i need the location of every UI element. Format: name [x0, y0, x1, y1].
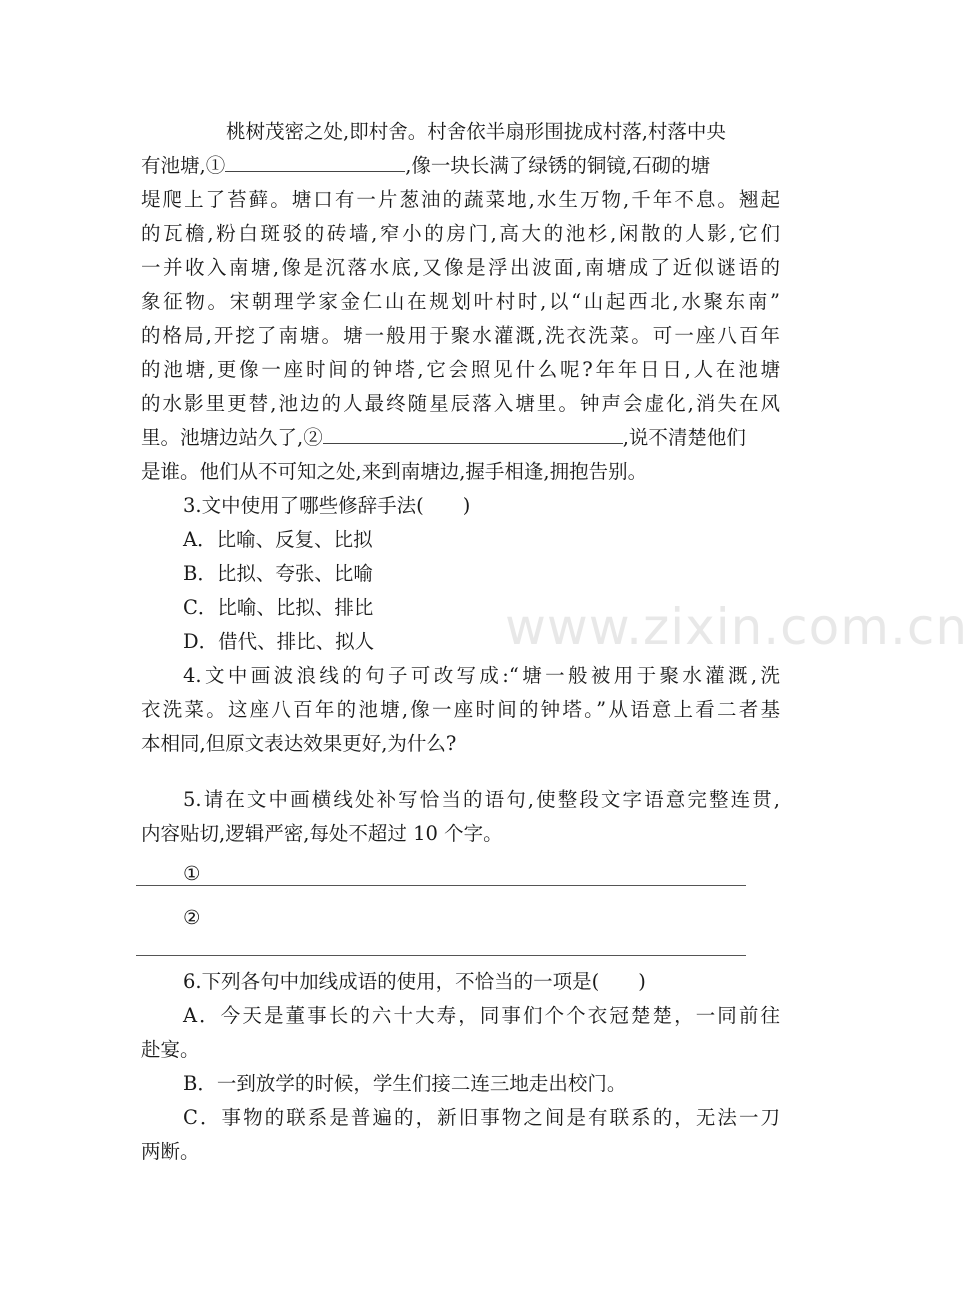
passage-line: 桃树茂密之处,即村舍。村舍依半扇形围拢成村落,村落中央	[226, 120, 726, 143]
question-6-option-c[interactable]: C．事物的联系是普遍的，新旧事物之间是有联系的，无法一刀	[183, 1106, 780, 1129]
question-6-option-c-cont[interactable]: 两断。	[141, 1140, 200, 1163]
passage-line: 的瓦檐,粉白斑驳的砖墙,窄小的房门,高大的池杉,闲散的人影,它们	[141, 222, 780, 245]
question-6-option-a[interactable]: A．今天是董事长的六十大寿，同事们个个衣冠楚楚，一同前往	[183, 1004, 780, 1027]
passage-text: 里。池塘边站久了,②	[141, 426, 323, 449]
passage-line: 的水影里更替,池边的人最终随星辰落入塘里。钟声会虚化,消失在风	[141, 392, 780, 415]
answer-1-line[interactable]	[136, 885, 746, 886]
passage-text: 有池塘,①	[141, 154, 226, 177]
question-3-option-d[interactable]: D．借代、排比、拟人	[183, 630, 375, 653]
question-4-text: 本相同,但原文表达效果更好,为什么?	[141, 732, 457, 755]
question-3-option-a[interactable]: A．比喻、反复、比拟	[183, 528, 373, 551]
passage-line: 的池塘,更像一座时间的钟塔,它会照见什么呢?年年日日,人在池塘	[141, 358, 780, 381]
passage-line: 的格局,开挖了南塘。塘一般用于聚水灌溉,洗衣洗菜。可一座八百年	[141, 324, 780, 347]
passage-line: 一并收入南塘,像是沉落水底,又像是浮出波面,南塘成了近似谜语的	[141, 256, 780, 279]
fill-blank-1[interactable]	[225, 153, 405, 172]
passage-line	[141, 424, 746, 452]
question-4-text: 衣洗菜。这座八百年的池塘,像一座时间的钟塔。”从语意上看二者基	[141, 698, 780, 721]
answer-2-line[interactable]	[136, 955, 746, 956]
passage-line: 堤爬上了苔藓。塘口有一片葱油的蔬菜地,水生万物,千年不息。翘起	[141, 188, 780, 211]
passage-line	[141, 152, 710, 180]
passage-line: 是谁。他们从不可知之处,来到南塘边,握手相逢,拥抱告别。	[141, 460, 648, 483]
question-6-option-b[interactable]: B．一到放学的时候，学生们接二连三地走出校门。	[183, 1072, 627, 1095]
answer-1-marker: ①	[183, 862, 201, 885]
fill-blank-2[interactable]	[323, 425, 623, 444]
question-3-option-b[interactable]: B．比拟、夸张、比喻	[183, 562, 373, 585]
answer-2-marker: ②	[183, 906, 201, 929]
question-4-text: 4.文中画波浪线的句子可改写成:“塘一般被用于聚水灌溉,洗	[183, 664, 780, 687]
watermark: www.zixin.com.cn	[505, 598, 968, 656]
passage-text: ,说不清楚他们	[622, 426, 746, 449]
question-3-stem: 3.文中使用了哪些修辞手法( )	[183, 494, 471, 517]
passage-line: 象征物。宋朝理学家金仁山在规划叶村时,以“山起西北,水聚东南”	[141, 290, 780, 313]
question-5-text: 内容贴切,逻辑严密,每处不超过 10 个字。	[141, 822, 503, 845]
question-5-text: 5.请在文中画横线处补写恰当的语句,使整段文字语意完整连贯,	[183, 788, 780, 811]
question-3-option-c[interactable]: C．比喻、比拟、排比	[183, 596, 374, 619]
passage-text: ,像一块长满了绿锈的铜镜,石砌的塘	[405, 154, 711, 177]
question-6-option-a-cont[interactable]: 赴宴。	[141, 1038, 200, 1061]
question-6-stem: 6.下列各句中加线成语的使用，不恰当的一项是( )	[183, 970, 646, 993]
